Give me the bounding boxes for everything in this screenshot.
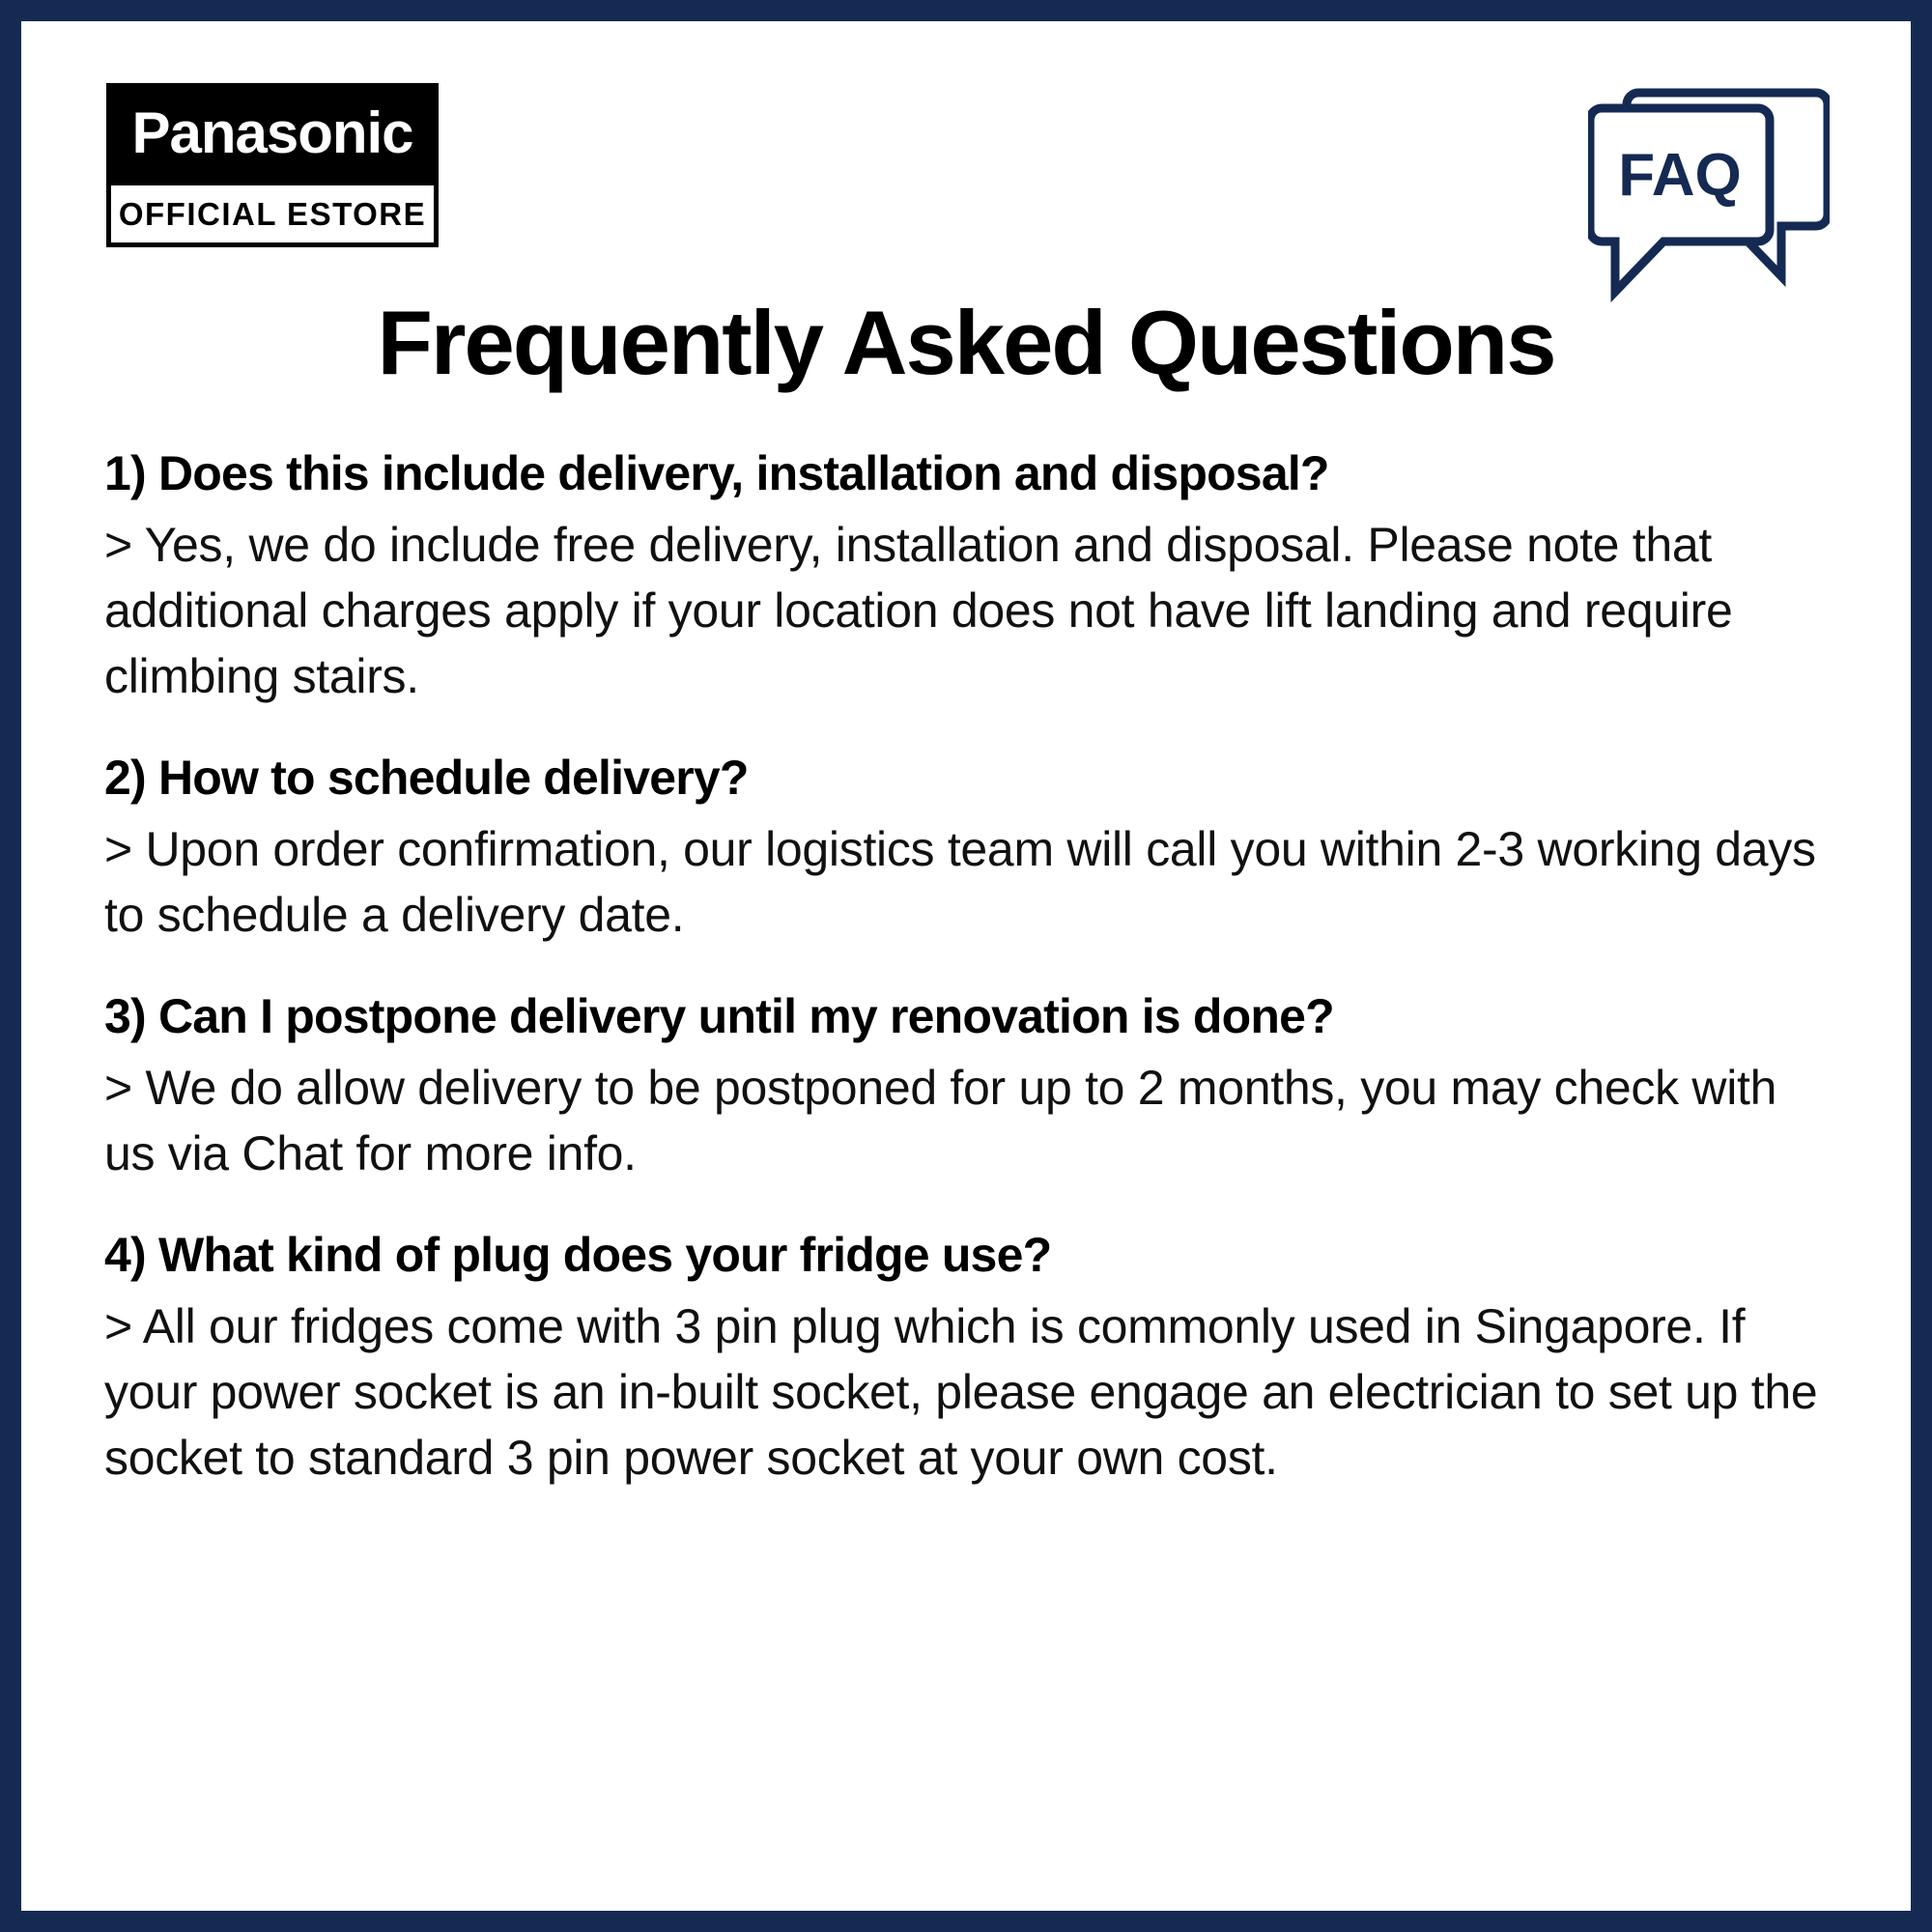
faq-badge-label: FAQ — [1618, 142, 1742, 209]
panasonic-logo — [106, 83, 439, 247]
faq-answer: > We do allow delivery to be postponed for up to 2 months, you may check with us via Chat for more info. — [104, 1060, 1777, 1180]
faq-question: 4) What kind of plug does your fridge use? — [104, 1227, 1052, 1282]
faq-answer: > Yes, we do include free delivery, installation and disposal. Please note that additional charges apply if your location does not have lift landing and require climbing stairs. — [104, 517, 1733, 703]
faq-question: 2) How to schedule delivery? — [104, 750, 749, 805]
faq-item — [104, 1227, 1832, 1491]
brand-name: Panasonic — [106, 83, 439, 185]
faq-item — [104, 750, 1832, 948]
faq-answer: > Upon order confirmation, our logistics team will call you within 2-3 working days to schedule a delivery date. — [104, 821, 1816, 942]
brand-subtitle: OFFICIAL ESTORE — [106, 185, 439, 247]
faq-answer: > All our fridges come with 3 pin plug which is commonly used in Singapore. If your power socket is an in-built socket, please engage an electrician to set up the socket to standard 3 pin power socket at your own cost. — [104, 1298, 1818, 1485]
page-title: Frequently Asked Questions — [377, 292, 1555, 393]
page-header — [79, 58, 1853, 286]
faq-item — [104, 988, 1832, 1186]
page-content — [21, 21, 1911, 1911]
faq-question: 3) Can I postpone delivery until my renovation is done? — [104, 988, 1334, 1043]
speech-bubble-icon — [1588, 87, 1830, 309]
faq-badge — [1588, 87, 1830, 309]
faq-list — [79, 445, 1853, 1491]
faq-question: 1) Does this include delivery, installation and disposal? — [104, 445, 1329, 500]
faq-item — [104, 445, 1832, 709]
